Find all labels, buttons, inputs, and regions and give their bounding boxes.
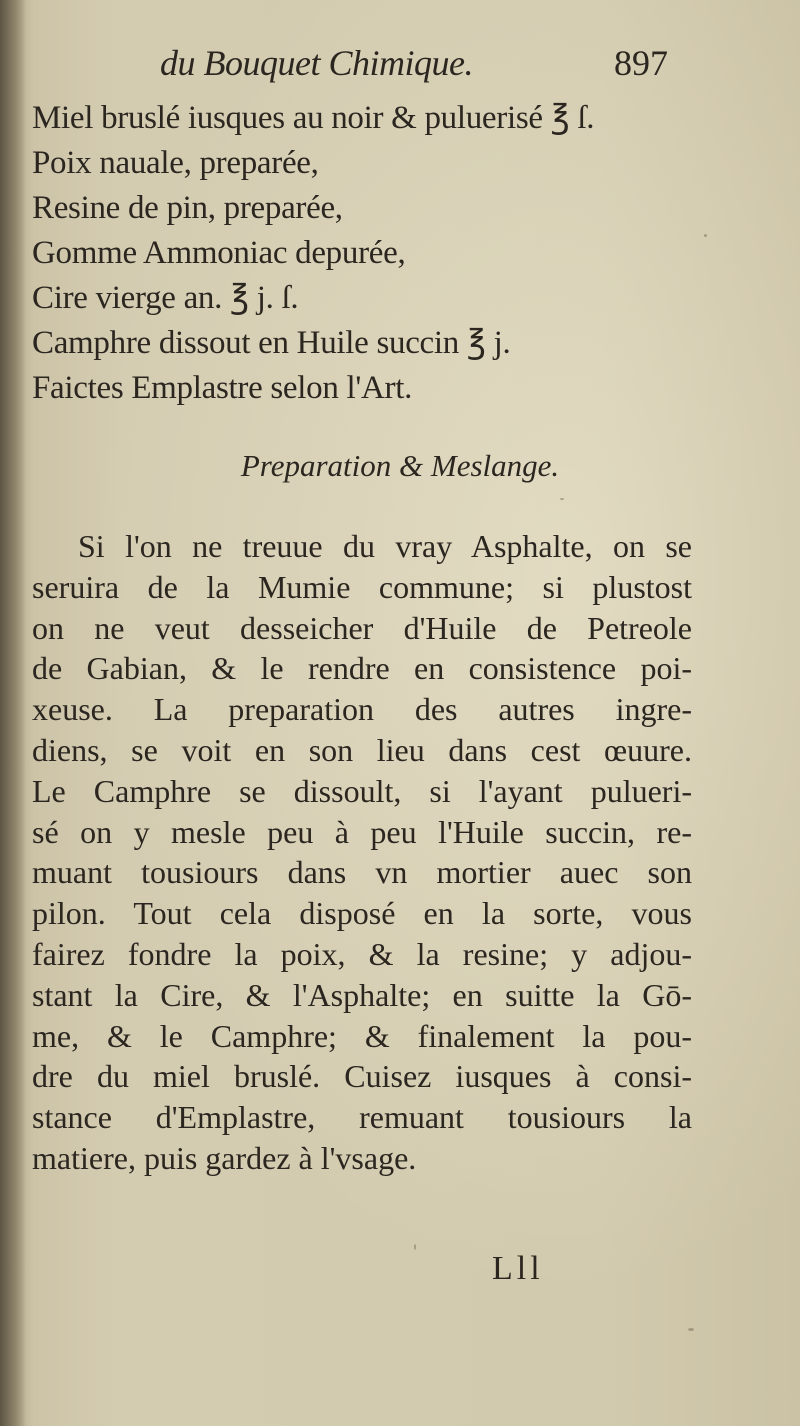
recipe-line: Resine de pin, preparée,: [32, 190, 343, 226]
page-header: [0, 40, 800, 90]
body-line: pilon. Tout cela disposé en la sorte, vous: [32, 895, 692, 932]
ink-speck: [414, 1244, 416, 1250]
signature-mark: Lll: [492, 1250, 544, 1287]
binding-gutter: [0, 0, 26, 1426]
running-head: du Bouquet Chimique.: [160, 43, 473, 83]
body-line: stant la Cire, & l'Asphalte; en suitte la Gō-: [32, 976, 692, 1013]
body-line: muant tousiours dans vn mortier auec son: [32, 854, 692, 891]
ink-speck: [688, 1328, 694, 1331]
body-line: me, & le Camphre; & finalement la pou-: [32, 1017, 692, 1054]
body-line: sé on y mesle peu à peu l'Huile succin, re-: [32, 813, 692, 850]
recipe-list: [32, 96, 732, 411]
recipe-line: Faictes Emplastre selon l'Art.: [32, 370, 413, 406]
page-number: 897: [614, 43, 668, 83]
body-line: matiere, puis gardez à l'vsage.: [32, 1139, 417, 1176]
recipe-line: Poix nauale, preparée,: [32, 145, 319, 181]
body-line: on ne veut desseicher d'Huile de Petreole: [32, 609, 692, 646]
body-paragraph: [32, 526, 692, 1179]
body-line: Si l'on ne treuue du vray Asphalte, on se: [78, 528, 692, 564]
body-line: xeuse. La preparation des autres ingre-: [32, 691, 692, 728]
ink-speck: [704, 234, 707, 237]
body-line: stance d'Emplastre, remuant tousiours la: [32, 1099, 692, 1136]
body-line: fairez fondre la poix, & la resine; y adjou-: [32, 935, 692, 972]
recipe-line: Gomme Ammoniac depurée,: [32, 235, 406, 271]
ink-speck: [560, 498, 564, 500]
recipe-line: Cire vierge an. ℥ j. ſ.: [32, 280, 299, 316]
body-line: diens, se voit en son lieu dans cest œuure.: [32, 731, 692, 768]
section-heading: Preparation & Meslange.: [240, 448, 560, 483]
recipe-line: Camphre dissout en Huile succin ℥ j.: [32, 325, 511, 361]
body-line: Le Camphre se dissoult, si l'ayant pulueri-: [32, 772, 692, 809]
body-line: dre du miel bruslé. Cuisez iusques à consi-: [32, 1058, 692, 1095]
body-line: de Gabian, & le rendre en consistence poi-: [32, 650, 692, 687]
body-line: seruira de la Mumie commune; si plustost: [32, 568, 692, 605]
recipe-line: Miel bruslé iusques au noir & puluerisé ℥ ſ.: [32, 100, 595, 136]
